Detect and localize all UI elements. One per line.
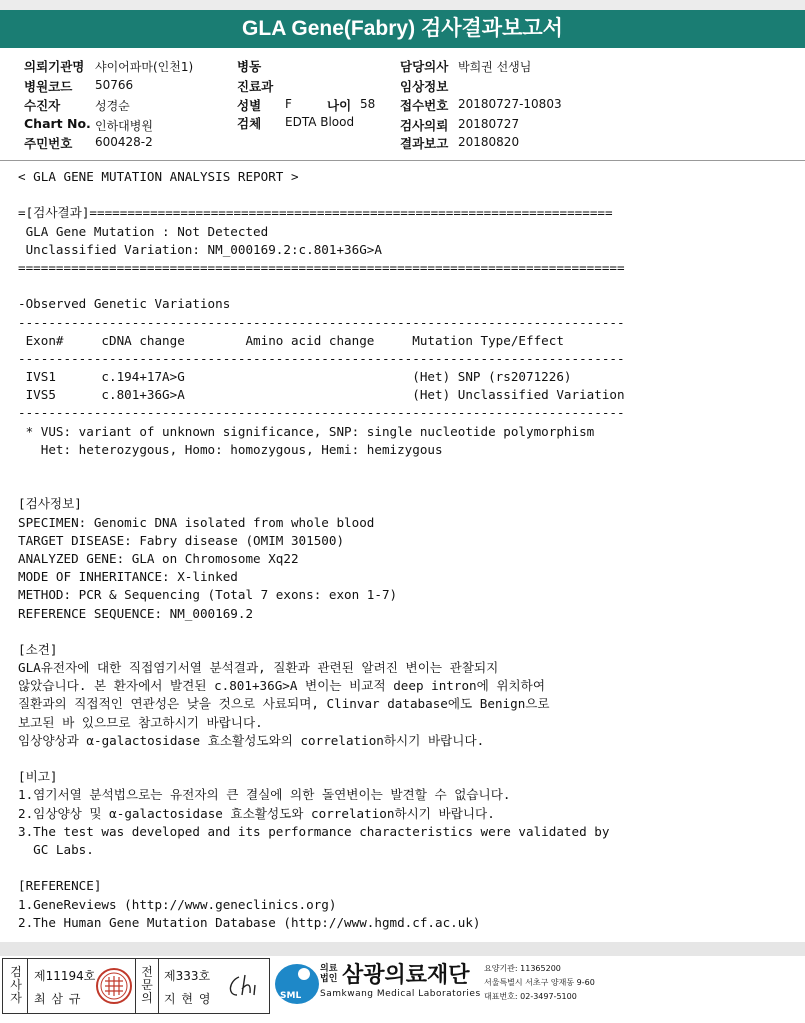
- value-doctor: 박희권 선생님: [458, 60, 532, 74]
- report-line: 질환과의 직접적인 연관성은 낮을 것으로 사료되며, Clinvar database에도 Benign으로: [18, 696, 550, 712]
- divider: [135, 959, 136, 1013]
- report-line: Het: heterozygous, Homo: homozygous, Hemi: hemizygous: [18, 441, 443, 457]
- footer-separator: [0, 942, 805, 956]
- report-line: 않았습니다. 본 환자에서 발견된 c.801+36G>A 변이는 비교적 deep intron에 위치하여: [18, 678, 546, 694]
- specialist-license: 제333호: [164, 969, 211, 983]
- report-line: Exon# cDNA change Amino acid change Mutation Type/Effect: [18, 332, 564, 348]
- value-report-date: 20180820: [458, 135, 520, 149]
- divider: [158, 959, 159, 1013]
- report-line: [18, 750, 803, 768]
- tester-license: 제11194호: [34, 969, 96, 983]
- report-line: * VUS: variant of unknown significance, SNP: single nucleotide polymorphism: [18, 423, 595, 439]
- tester-name: 최 삼 규: [34, 992, 82, 1006]
- label-age: 나이: [327, 98, 352, 113]
- report-title: GLA Gene(Fabry) 검사결과보고서: [0, 10, 805, 48]
- report-line: Unclassified Variation: NM_000169.2:c.801+36G>A: [18, 241, 382, 257]
- report-line: [18, 623, 803, 641]
- label-receipt-no: 접수번호: [400, 98, 449, 113]
- label-department: 진료과: [237, 79, 274, 94]
- report-line: 임상양상과 α-galactosidase 효소활성도와의 correlation하시기 바랍니다.: [18, 732, 485, 748]
- report-line: [18, 186, 803, 204]
- specialist-name: 지 현 영: [164, 992, 212, 1006]
- report-line: =[검사결과]=====================================================================: [18, 205, 613, 221]
- report-body: [18, 168, 803, 932]
- label-clinical-info: 임상정보: [400, 79, 449, 94]
- report-line: TARGET DISEASE: Fabry disease (OMIM 301500): [18, 532, 345, 548]
- value-specimen: EDTA Blood: [285, 115, 355, 129]
- report-line: GLA유전자에 대한 직접염기서열 분석결과, 질환과 관련된 알려진 변이는 관찰되지: [18, 660, 499, 676]
- report-line: 1.GeneReviews (http://www.geneclinics.org): [18, 896, 337, 912]
- report-line: 1.염기서열 분석법으로는 유전자의 큰 결실에 의한 돌연변이는 발견할 수 없습니다.: [18, 787, 511, 803]
- report-line: GC Labs.: [18, 841, 94, 857]
- report-line: [18, 859, 803, 877]
- footer: [0, 956, 805, 1023]
- patient-header: [0, 48, 805, 161]
- label-request-date: 검사의뢰: [400, 118, 449, 133]
- value-chart-no: 인하대병원: [95, 119, 153, 133]
- report-line: [비고]: [18, 769, 58, 785]
- report-line: ANALYZED GENE: GLA on Chromosome Xq22: [18, 550, 299, 566]
- institution-code: 요양기관: 11365200: [484, 964, 561, 973]
- report-line: [18, 277, 803, 295]
- report-line: [검사정보]: [18, 496, 82, 512]
- report-line: IVS1 c.194+17A>G (Het) SNP (rs2071226): [18, 369, 572, 385]
- value-hospital-code: 50766: [95, 78, 134, 92]
- report-line: --------------------------------------------------------------------------------: [18, 405, 625, 421]
- label-sex: 성별: [237, 98, 262, 113]
- label-patient: 수진자: [24, 98, 61, 113]
- institution-phone: 대표번호: 02-3497-5100: [484, 992, 577, 1001]
- signature-box: [2, 958, 270, 1014]
- report-line: [18, 459, 803, 477]
- label-resident-no: 주민번호: [24, 136, 73, 151]
- label-ward: 병동: [237, 59, 262, 74]
- signature-mark: [225, 973, 263, 1001]
- specialist-label: 전 문 의: [141, 965, 153, 1005]
- logo-icon: [272, 960, 322, 1006]
- report-line: [18, 477, 803, 495]
- report-line: 보고된 바 있으므로 참고하시기 바랍니다.: [18, 714, 263, 730]
- value-institution: 샤이어파마(인천1): [95, 60, 194, 74]
- report-line: IVS5 c.801+36G>A (Het) Unclassified Variation: [18, 387, 625, 403]
- institution-address: 서울특별시 서초구 양재동 9-60: [484, 978, 595, 987]
- seal-stamp: [95, 967, 133, 1005]
- report-line: MODE OF INHERITANCE: X-linked: [18, 569, 238, 585]
- value-resident-no: 600428-2: [95, 135, 153, 149]
- label-report-date: 결과보고: [400, 136, 449, 151]
- tester-label: 검 사 자: [10, 965, 22, 1005]
- label-hospital-code: 병원코드: [24, 79, 73, 94]
- label-doctor: 담당의사: [400, 59, 449, 74]
- logo-prefix: 의료법인: [320, 964, 338, 984]
- report-line: 3.The test was developed and its performance characteristics were validated by: [18, 823, 610, 839]
- value-age: 58: [360, 97, 376, 111]
- report-line: -Observed Genetic Variations: [18, 296, 231, 312]
- logo-badge: SML: [280, 991, 302, 1001]
- divider: [27, 959, 28, 1013]
- report-line: 2.임상양상 및 α-galactosidase 효소활성도와 correlation하시기 바랍니다.: [18, 805, 495, 821]
- report-line: GLA Gene Mutation : Not Detected: [18, 223, 269, 239]
- report-line: [소견]: [18, 641, 58, 657]
- report-line: < GLA GENE MUTATION ANALYSIS REPORT >: [18, 169, 299, 184]
- report-line: METHOD: PCR & Sequencing (Total 7 exons: exon 1-7): [18, 587, 398, 603]
- value-patient: 성경순: [95, 99, 130, 113]
- report-line: SPECIMEN: Genomic DNA isolated from whole blood: [18, 514, 375, 530]
- logo-name: 삼광의료재단: [342, 963, 470, 988]
- report-line: ================================================================================: [18, 259, 625, 275]
- report-line: REFERENCE SEQUENCE: NM_000169.2: [18, 605, 254, 621]
- label-specimen: 검체: [237, 116, 262, 131]
- report-line: --------------------------------------------------------------------------------: [18, 314, 625, 330]
- label-institution: 의뢰기관명: [24, 59, 85, 74]
- report-line: [REFERENCE]: [18, 878, 102, 894]
- value-request-date: 20180727: [458, 117, 520, 131]
- logo-subtitle: Samkwang Medical Laboratories: [320, 989, 481, 999]
- report-line: 2.The Human Gene Mutation Database (http://www.hgmd.cf.ac.uk): [18, 914, 481, 930]
- value-receipt-no: 20180727-10803: [458, 97, 562, 111]
- value-sex: F: [285, 97, 292, 111]
- report-line: --------------------------------------------------------------------------------: [18, 350, 625, 366]
- label-chart-no: Chart No.: [24, 116, 91, 131]
